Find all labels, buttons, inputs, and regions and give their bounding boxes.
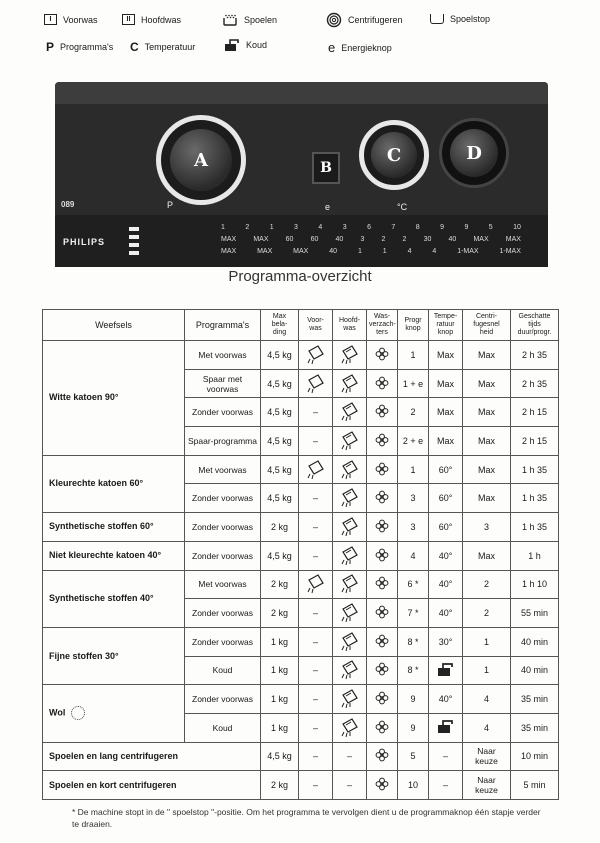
load-cell: 4,5 kg <box>261 427 299 456</box>
hoofdwas-icon <box>340 372 360 396</box>
table-row <box>43 455 559 484</box>
strip-label: 40 <box>448 236 457 243</box>
load-cell: 4,5 kg <box>261 398 299 427</box>
symbol-legend <box>44 10 564 56</box>
strip-label: 4 <box>318 224 323 231</box>
prewash-cell: – <box>299 541 333 570</box>
program-cell: Zonder voorwas <box>185 541 261 570</box>
spin-cell: Naar keuze <box>463 742 511 771</box>
hoofdwas-icon <box>340 544 360 568</box>
time-cell: 2 h 15 <box>511 427 559 456</box>
prewash-cell <box>299 455 333 484</box>
temp-cell: 40° <box>429 570 463 599</box>
prewash-cell: – <box>299 599 333 628</box>
legend-energieknop-label: Energieknop <box>341 42 392 53</box>
legend-koud <box>224 38 267 52</box>
wasverzachter-icon <box>375 662 389 678</box>
hoofdwas-icon <box>340 458 360 482</box>
spin-cell: 2 <box>463 570 511 599</box>
footnote: * De machine stopt in de " spoelstop "-positie. Om het programma te vervolgen dient u de programmaknop één stapje verder te draaien. <box>72 807 541 829</box>
softener-cell <box>367 713 398 742</box>
prewash-cell: – <box>299 398 333 427</box>
spin-cell: 4 <box>463 713 511 742</box>
table-row <box>43 341 559 370</box>
indicator-3 <box>129 243 139 247</box>
mainwash-cell <box>333 570 367 599</box>
spoelen-icon <box>222 14 238 26</box>
softener-cell <box>367 341 398 370</box>
softener-cell <box>367 685 398 714</box>
program-dial-label: P <box>167 200 174 210</box>
hoofdwas-icon <box>340 687 360 711</box>
strip-label: 3 <box>360 236 365 243</box>
table-row <box>43 513 559 542</box>
hoofdwas-icon: II <box>122 14 135 25</box>
load-cell: 2 kg <box>261 771 299 800</box>
wasverzachter-icon <box>375 462 389 478</box>
strip-label: 8 <box>415 224 420 231</box>
load-cell: 4,5 kg <box>261 369 299 398</box>
table-row <box>43 541 559 570</box>
header-weefsels: Weefsels <box>43 310 185 341</box>
wasverzachter-icon <box>375 519 389 535</box>
spin-cell: 2 <box>463 599 511 628</box>
knob-cell: 8 * <box>398 656 429 685</box>
spin-cell: Max <box>463 398 511 427</box>
fabric-cell: Synthetische stoffen 40° <box>43 570 185 627</box>
knob-cell: 2 + e <box>398 427 429 456</box>
koud-icon <box>437 662 455 679</box>
strip-label: 1 <box>269 224 274 231</box>
voorwas-icon <box>306 372 326 396</box>
prewash-cell: – <box>299 742 333 771</box>
time-cell: 55 min <box>511 599 559 628</box>
load-cell: 1 kg <box>261 713 299 742</box>
panel-top-edge <box>55 82 548 104</box>
fabric-cell: Wol <box>43 685 185 742</box>
prewash-cell: – <box>299 685 333 714</box>
knob-cell: 2 <box>398 398 429 427</box>
softener-cell <box>367 513 398 542</box>
wasverzachter-icon <box>375 490 389 506</box>
mainwash-cell <box>333 484 367 513</box>
strip-label: 1 <box>357 248 362 255</box>
hoofdwas-icon <box>340 601 360 625</box>
knob-cell: 5 <box>398 742 429 771</box>
softener-cell <box>367 570 398 599</box>
spin-cell: Naar keuze <box>463 771 511 800</box>
temp-cell: 60° <box>429 484 463 513</box>
strip-label: MAX <box>293 248 309 255</box>
prewash-cell: – <box>299 513 333 542</box>
header-centrifugesnelheid: Centri- fugesnel heid <box>463 310 511 341</box>
mainwash-cell <box>333 685 367 714</box>
strip-label: 10 <box>513 224 521 231</box>
load-cell: 4,5 kg <box>261 541 299 570</box>
indicator-1 <box>129 227 139 231</box>
table-row <box>43 570 559 599</box>
prewash-cell <box>299 341 333 370</box>
temp-cell: – <box>429 771 463 800</box>
program-cell: Koud <box>185 656 261 685</box>
wasverzachter-icon <box>375 404 389 420</box>
time-cell: 10 min <box>511 742 559 771</box>
load-cell: 4,5 kg <box>261 341 299 370</box>
legend-programmas-label: Programma's <box>60 42 114 52</box>
softener-cell <box>367 455 398 484</box>
strip-label: 4 <box>407 248 412 255</box>
strip-label: 3 <box>342 224 347 231</box>
softener-cell <box>367 627 398 656</box>
temp-cell: 40° <box>429 541 463 570</box>
header-voorwas: Voor- was <box>299 310 333 341</box>
prewash-cell <box>299 369 333 398</box>
hoofdwas-icon <box>340 572 360 596</box>
energy-button-label: e <box>325 202 331 212</box>
strip-label: MAX <box>221 248 237 255</box>
knob-cell: 7 * <box>398 599 429 628</box>
prewash-cell <box>299 570 333 599</box>
legend-centrifugeren <box>326 12 403 28</box>
mainwash-cell <box>333 513 367 542</box>
spin-cell: 4 <box>463 685 511 714</box>
legend-centrifugeren-label: Centrifugeren <box>348 15 403 25</box>
program-cell: Met voorwas <box>185 455 261 484</box>
wasverzachter-icon <box>375 748 389 764</box>
wasverzachter-icon <box>375 634 389 650</box>
legend-spoelen-label: Spoelen <box>244 15 278 25</box>
control-panel-photo <box>55 82 548 267</box>
legend-spoelstop-label: Spoelstop <box>450 14 491 24</box>
mainwash-cell <box>333 713 367 742</box>
prewash-cell: – <box>299 656 333 685</box>
wasverzachter-icon <box>375 548 389 564</box>
time-cell: 2 h 15 <box>511 398 559 427</box>
spin-cell: Max <box>463 341 511 370</box>
strip-label: 1 <box>382 248 387 255</box>
mainwash-cell <box>333 455 367 484</box>
temp-cell: 60° <box>429 513 463 542</box>
load-cell: 2 kg <box>261 570 299 599</box>
dial-c-letter: C <box>386 144 402 166</box>
program-cell: Zonder voorwas <box>185 627 261 656</box>
voorwas-icon: I <box>44 14 57 25</box>
fabric-cell: Witte katoen 90° <box>43 341 185 456</box>
centrifugeren-icon <box>326 12 342 28</box>
fabric-cell: Synthetische stoffen 60° <box>43 513 185 542</box>
knob-cell: 3 <box>398 484 429 513</box>
softener-cell <box>367 771 398 800</box>
hoofdwas-icon <box>340 515 360 539</box>
temp-cell: Max <box>429 341 463 370</box>
strip-label: 7 <box>391 224 396 231</box>
softener-cell <box>367 369 398 398</box>
time-cell: 5 min <box>511 771 559 800</box>
temperatuur-icon: C <box>130 40 139 54</box>
hoofdwas-icon <box>340 429 360 453</box>
spin-cell: Max <box>463 369 511 398</box>
temp-cell: Max <box>429 398 463 427</box>
strip-row-3 <box>221 248 521 255</box>
legend-voorwas-label: Voorwas <box>63 14 98 25</box>
legend-voorwas <box>44 14 98 25</box>
wasverzachter-icon <box>375 347 389 363</box>
koud-icon <box>224 38 240 52</box>
strip-label: 6 <box>367 224 371 231</box>
spin-cell: Max <box>463 427 511 456</box>
knob-b[interactable] <box>312 152 340 184</box>
mainwash-cell: – <box>333 771 367 800</box>
time-cell: 40 min <box>511 656 559 685</box>
mainwash-cell <box>333 427 367 456</box>
knob-cell: 9 <box>398 685 429 714</box>
load-cell: 1 kg <box>261 685 299 714</box>
dial-a-letter: A <box>194 149 208 171</box>
legend-spoelen <box>222 14 277 26</box>
voorwas-icon <box>306 572 326 596</box>
legend-temperatuur <box>130 40 195 54</box>
mainwash-cell <box>333 341 367 370</box>
strip-label: 2 <box>402 236 407 243</box>
time-cell: 1 h 35 <box>511 484 559 513</box>
fabric-cell: Niet kleurechte katoen 40° <box>43 541 185 570</box>
strip-label: 2 <box>245 224 250 231</box>
spin-cell: Max <box>463 484 511 513</box>
temp-cell: 40° <box>429 599 463 628</box>
model-number: 089 <box>61 200 75 209</box>
fabric-cell: Fijne stoffen 30° <box>43 627 185 684</box>
spin-cell: 1 <box>463 627 511 656</box>
table-row <box>43 771 559 800</box>
strip-label: MAX <box>505 236 521 243</box>
strip-label: 40 <box>329 248 338 255</box>
softener-cell <box>367 742 398 771</box>
temp-cell: 30° <box>429 627 463 656</box>
knob-cell: 8 * <box>398 627 429 656</box>
legend-energieknop <box>328 40 392 55</box>
hoofdwas-icon <box>340 658 360 682</box>
time-cell: 1 h 35 <box>511 513 559 542</box>
hoofdwas-icon <box>340 400 360 424</box>
wasverzachter-icon <box>375 605 389 621</box>
header-max-belading: Max bela- ding <box>261 310 299 341</box>
program-cell: Spaar met voorwas <box>185 369 261 398</box>
program-cell: Zonder voorwas <box>185 599 261 628</box>
header-hoofdwas: Hoofd- was <box>333 310 367 341</box>
programmas-icon: P <box>46 40 55 54</box>
dial-d-letter: D <box>466 142 482 164</box>
strip-label: 1 <box>221 224 225 231</box>
program-overview-table <box>42 309 559 800</box>
hoofdwas-icon <box>340 486 360 510</box>
mainwash-cell <box>333 369 367 398</box>
legend-hoofdwas-label: Hoofdwas <box>141 14 182 25</box>
strip-label: 1-MAX <box>499 248 521 255</box>
softener-cell <box>367 398 398 427</box>
prewash-cell: – <box>299 627 333 656</box>
mainwash-cell: – <box>333 742 367 771</box>
time-cell: 35 min <box>511 685 559 714</box>
strip-label: 5 <box>488 224 493 231</box>
time-cell: 1 h 10 <box>511 570 559 599</box>
time-cell: 2 h 35 <box>511 341 559 370</box>
knob-cell: 1 + e <box>398 369 429 398</box>
indicator-2 <box>129 235 139 239</box>
temp-cell <box>429 713 463 742</box>
mainwash-cell <box>333 656 367 685</box>
strip-label: 60 <box>310 236 319 243</box>
header-temperatuur-knop: Tempe- ratuur knop <box>429 310 463 341</box>
strip-label: 1-MAX <box>457 248 479 255</box>
page-title: Programma-overzicht <box>228 268 372 285</box>
program-cell: Met voorwas <box>185 341 261 370</box>
knob-cell: 6 * <box>398 570 429 599</box>
prewash-cell: – <box>299 771 333 800</box>
strip-label: 4 <box>432 248 437 255</box>
strip-row-2 <box>221 236 521 243</box>
temp-cell: Max <box>429 427 463 456</box>
hoofdwas-icon <box>340 630 360 654</box>
legend-hoofdwas <box>122 14 181 25</box>
voorwas-icon <box>306 343 326 367</box>
strip-label: 30 <box>423 236 432 243</box>
knob-cell: 1 <box>398 455 429 484</box>
brand-logo: PHILIPS <box>63 237 106 247</box>
wasverzachter-icon <box>375 433 389 449</box>
indicator-4 <box>129 251 139 255</box>
temp-cell <box>429 656 463 685</box>
program-cell: Zonder voorwas <box>185 685 261 714</box>
load-cell: 1 kg <box>261 656 299 685</box>
prewash-cell: – <box>299 427 333 456</box>
mainwash-cell <box>333 398 367 427</box>
dial-c[interactable] <box>359 120 429 190</box>
mainwash-cell <box>333 599 367 628</box>
program-cell: Zonder voorwas <box>185 484 261 513</box>
temp-cell: 40° <box>429 685 463 714</box>
energieknop-icon: e <box>328 40 336 55</box>
load-cell: 4,5 kg <box>261 455 299 484</box>
wasverzachter-icon <box>375 376 389 392</box>
legend-temperatuur-label: Temperatuur <box>144 42 196 52</box>
voorwas-icon <box>306 458 326 482</box>
knob-cell: 9 <box>398 713 429 742</box>
koud-icon <box>437 719 455 736</box>
strip-label: MAX <box>473 236 489 243</box>
load-cell: 4,5 kg <box>261 484 299 513</box>
temperature-dial-label: °C <box>397 202 408 212</box>
spin-cell: 3 <box>463 513 511 542</box>
table-row <box>43 742 559 771</box>
strip-label: MAX <box>221 236 237 243</box>
spin-cell: Max <box>463 541 511 570</box>
strip-label: 9 <box>440 224 444 231</box>
wasverzachter-icon <box>375 576 389 592</box>
strip-row-1 <box>221 224 521 231</box>
program-cell: Zonder voorwas <box>185 513 261 542</box>
time-cell: 1 h 35 <box>511 455 559 484</box>
wasverzachter-icon <box>375 691 389 707</box>
spoelstop-icon <box>430 14 444 24</box>
dial-a[interactable] <box>156 115 246 205</box>
knob-cell: 3 <box>398 513 429 542</box>
legend-koud-label: Koud <box>246 40 268 50</box>
wasverzachter-icon <box>375 777 389 793</box>
spin-cell: 1 <box>463 656 511 685</box>
strip-label: 60 <box>285 236 294 243</box>
wasverzachter-icon <box>375 720 389 736</box>
program-cell: Koud <box>185 713 261 742</box>
rinse-label-cell: Spoelen en kort centrifugeren <box>43 771 261 800</box>
time-cell: 2 h 35 <box>511 369 559 398</box>
load-cell: 2 kg <box>261 513 299 542</box>
spin-cell: Max <box>463 455 511 484</box>
fabric-cell: Kleurechte katoen 60° <box>43 455 185 512</box>
temp-cell: 60° <box>429 455 463 484</box>
mainwash-cell <box>333 627 367 656</box>
load-cell: 1 kg <box>261 627 299 656</box>
header-progr-knop: Progr knop <box>398 310 429 341</box>
table-row <box>43 627 559 656</box>
softener-cell <box>367 541 398 570</box>
program-cell: Spaar-programma <box>185 427 261 456</box>
header-programmas: Programma's <box>185 310 261 341</box>
strip-label: 9 <box>464 224 469 231</box>
knob-b-letter: B <box>320 160 332 176</box>
softener-cell <box>367 599 398 628</box>
wool-icon <box>71 706 85 720</box>
softener-cell <box>367 656 398 685</box>
strip-label: MAX <box>257 248 273 255</box>
temp-cell: Max <box>429 369 463 398</box>
table-row <box>43 685 559 714</box>
softener-cell <box>367 427 398 456</box>
strip-label: 2 <box>381 236 386 243</box>
program-cell: Zonder voorwas <box>185 398 261 427</box>
header-wasverzachters: Was- verzach- ters <box>367 310 398 341</box>
rinse-label-cell: Spoelen en lang centrifugeren <box>43 742 261 771</box>
knob-cell: 1 <box>398 341 429 370</box>
dial-d[interactable] <box>439 118 509 188</box>
strip-label: 3 <box>294 224 298 231</box>
temp-cell: – <box>429 742 463 771</box>
header-tijdsduur: Geschatte tijds duur/progr. <box>511 310 559 341</box>
time-cell: 1 h <box>511 541 559 570</box>
load-cell: 2 kg <box>261 599 299 628</box>
strip-label: 40 <box>335 236 344 243</box>
mainwash-cell <box>333 541 367 570</box>
hoofdwas-icon <box>340 716 360 740</box>
hoofdwas-icon <box>340 343 360 367</box>
prewash-cell: – <box>299 484 333 513</box>
table-header-row <box>43 310 559 341</box>
strip-label: MAX <box>253 236 269 243</box>
legend-spoelstop <box>430 14 490 24</box>
softener-cell <box>367 484 398 513</box>
time-cell: 35 min <box>511 713 559 742</box>
prewash-cell: – <box>299 713 333 742</box>
load-cell: 4,5 kg <box>261 742 299 771</box>
program-cell: Met voorwas <box>185 570 261 599</box>
time-cell: 40 min <box>511 627 559 656</box>
knob-cell: 4 <box>398 541 429 570</box>
legend-programmas <box>46 40 113 54</box>
knob-cell: 10 <box>398 771 429 800</box>
